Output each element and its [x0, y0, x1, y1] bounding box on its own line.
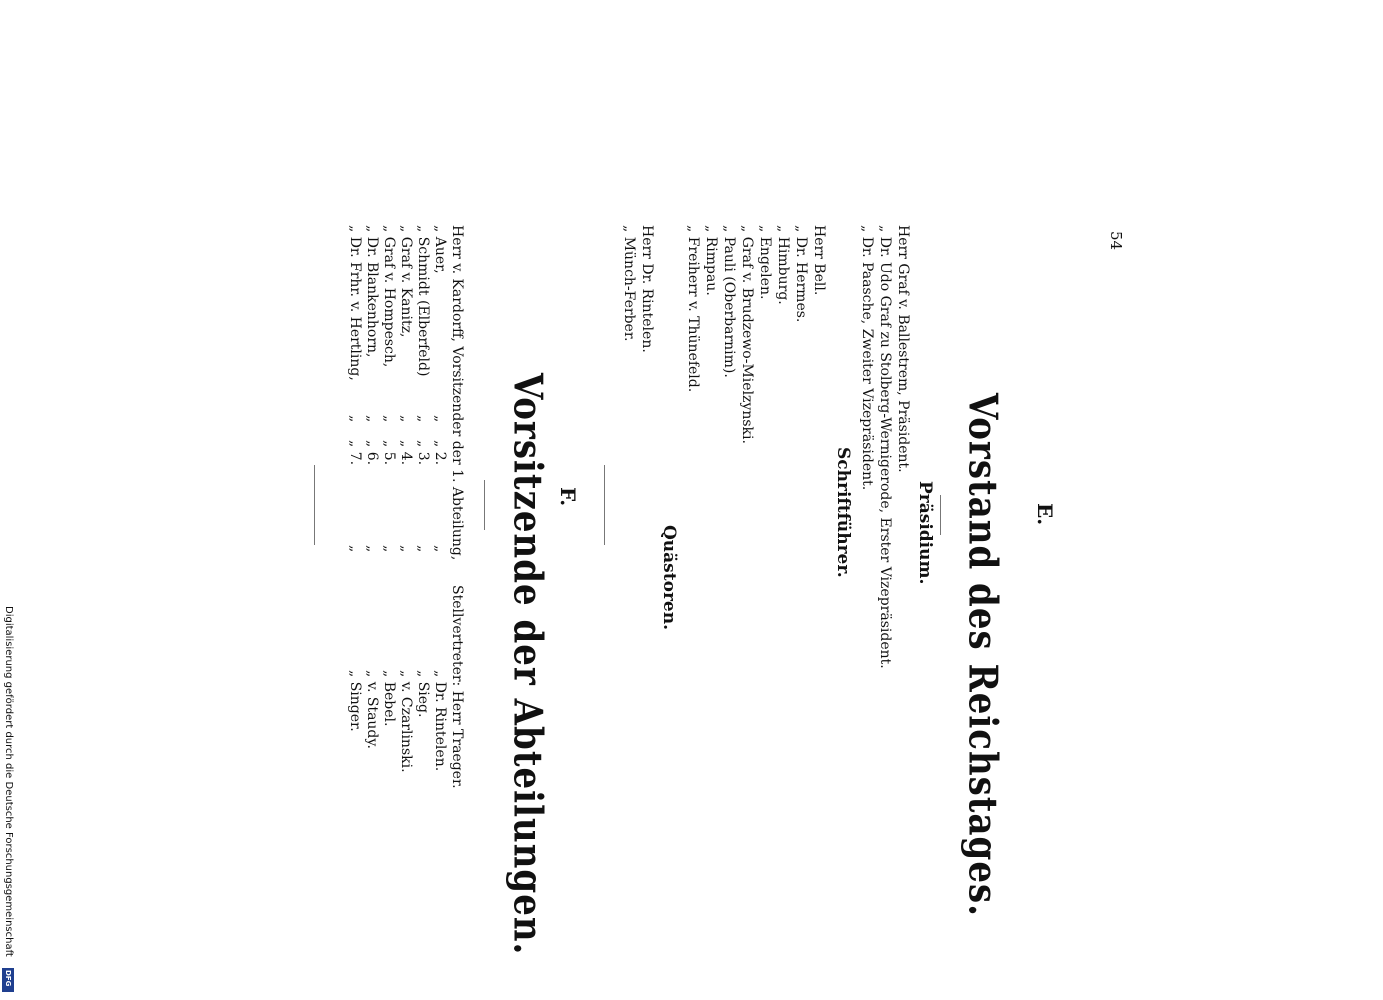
chair-name: „ Dr. Frhr. v. Hertling, [347, 225, 363, 381]
funding-note: Digitalisierung gefördert durch die Deutsche Forschungsgemeinschaft [3, 606, 14, 957]
chair-name: „ Schmidt (Elberfeld) [415, 225, 431, 377]
chair-name: „ Auer, [432, 225, 448, 274]
ditto-mark: „ [364, 545, 380, 553]
division-number: „ 4. [398, 440, 414, 466]
ditto-mark: „ [347, 545, 363, 553]
logo-text: DFG [4, 970, 12, 987]
schriftfuehrer-heading: Schriftführer. [833, 447, 853, 578]
chair-name: Herr v. Kardorff, Vorsitzender der 1. Abteilung, [449, 225, 465, 561]
ditto-mark: „ [398, 415, 414, 423]
schriftfuehrer-line: „ Engelen. [757, 225, 773, 300]
division-number: „ 6. [364, 440, 380, 466]
division-chairs-table [346, 225, 465, 825]
schriftfuehrer-line: „ Graf v. Brudzewo-Mielzynski. [739, 225, 755, 444]
ditto-mark: „ [415, 545, 431, 553]
table-row [397, 225, 414, 825]
deputy-name: „ Bebel. [381, 670, 397, 727]
praesidium-line: „ Dr. Paasche, Zweiter Vizepräsident. [859, 225, 875, 491]
schriftfuehrer-line: „ Pauli (Oberbarnim). [721, 225, 737, 378]
ditto-mark: „ [398, 545, 414, 553]
page-number: 54 [1107, 231, 1125, 251]
divider [940, 495, 941, 535]
section-e-letter: E. [1033, 503, 1057, 526]
divider [604, 465, 605, 545]
funding-sidebar [0, 0, 16, 1000]
table-row [380, 225, 397, 825]
division-number: „ 2. [432, 440, 448, 466]
ditto-mark: „ [347, 415, 363, 423]
schriftfuehrer-line: „ Himburg. [775, 225, 791, 305]
schriftfuehrer-line: „ Rimpau. [703, 225, 719, 296]
quaestoren-heading: Quästoren. [659, 525, 679, 630]
ditto-mark: „ [381, 415, 397, 423]
chair-name: „ Graf v. Kanitz, [398, 225, 414, 338]
section-f-title: Vorsitzende der Abteilungen. [504, 373, 550, 956]
table-row [363, 225, 380, 825]
ditto-mark: „ [432, 545, 448, 553]
praesidium-line: „ Dr. Udo Graf zu Stolberg-Wernigerode, Erster Vizepräsident. [877, 225, 893, 669]
quaestoren-line: „ Münch-Ferber. [621, 225, 637, 342]
dfg-logo-icon [2, 968, 14, 992]
division-number: „ 7. [347, 440, 363, 466]
divider [314, 465, 315, 545]
quaestoren-line: Herr Dr. Rintelen. [639, 225, 655, 353]
deputy-name: „ v. Staudy. [364, 670, 380, 749]
divider [484, 480, 485, 530]
table-row [414, 225, 431, 825]
ditto-mark: „ [381, 545, 397, 553]
ditto-mark: „ [415, 415, 431, 423]
deputy-name: „ Sieg. [415, 670, 431, 718]
table-row [431, 225, 448, 825]
division-number: „ 3. [415, 440, 431, 466]
chair-name: „ Graf v. Hompesch, [381, 225, 397, 368]
chair-name: „ Dr. Blankenhorn, [364, 225, 380, 358]
division-number: „ 5. [381, 440, 397, 466]
section-f-letter: F. [556, 487, 580, 507]
deputy-name: „ Singer. [347, 670, 363, 732]
schriftfuehrer-line: „ Freiherr v. Thünefeld. [685, 225, 701, 393]
praesidium-line: Herr Graf v. Ballestrem, Präsident. [895, 225, 911, 473]
deputy-name: „ v. Czarlinski. [398, 670, 414, 773]
table-row [448, 225, 465, 825]
table-row [346, 225, 363, 825]
section-e-title: Vorstand des Reichstages. [959, 393, 1005, 917]
deputy-name: „ Dr. Rintelen. [432, 670, 448, 772]
rotated-page [285, 225, 1125, 956]
deputy-name: Stellvertreter: Herr Traeger. [449, 585, 465, 789]
ditto-mark: „ [432, 415, 448, 423]
praesidium-heading: Präsidium. [915, 481, 935, 585]
schriftfuehrer-line: „ Dr. Hermes. [793, 225, 809, 323]
schriftfuehrer-line: Herr Bell. [811, 225, 827, 296]
ditto-mark: „ [364, 415, 380, 423]
